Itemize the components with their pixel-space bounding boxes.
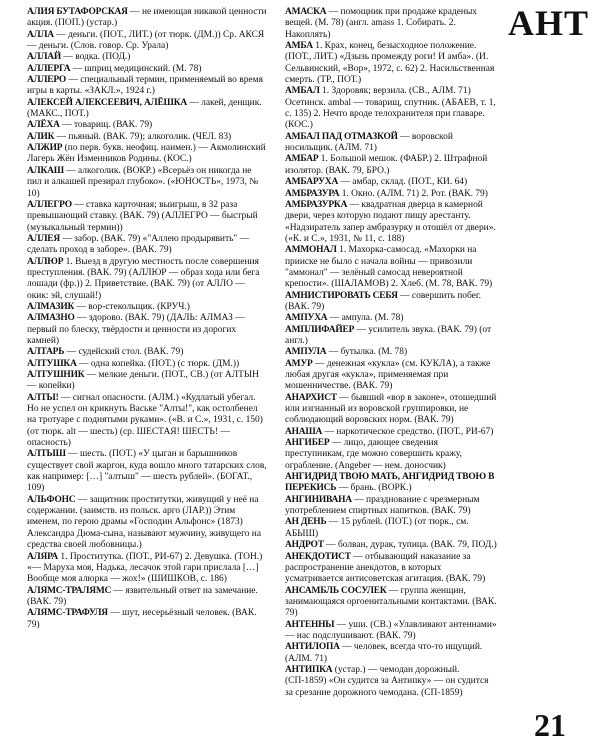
- dictionary-entry: [27, 257, 267, 302]
- entry-headword: АМНИСТИРОВАТЬ СЕБЯ: [285, 290, 398, 301]
- dictionary-entry: [27, 302, 267, 313]
- entry-headword: АЛЛАЙ: [27, 52, 62, 63]
- dictionary-entry: [27, 64, 267, 75]
- dictionary-entry: [285, 189, 497, 200]
- dictionary-entry: [285, 517, 497, 540]
- entry-headword: АМБАР: [285, 154, 319, 165]
- entry-headword: АЛМАЗИК: [27, 301, 75, 312]
- dictionary-entry: [27, 75, 267, 98]
- entry-definition: — водка. (ПОД.): [61, 52, 131, 63]
- entry-headword: АМПЛИФАЙЕР: [285, 324, 355, 335]
- entry-definition: — болван, дурак, тупица. (ВАК. 79, ПОД.): [323, 540, 497, 551]
- entry-definition: — уши. (СВ.) «Улавливают антеннами» — нас подслушивают. (ВАК. 79): [285, 619, 497, 641]
- left-column: [27, 7, 267, 631]
- dictionary-entry: [27, 586, 267, 609]
- dictionary-entry: [27, 98, 267, 121]
- entry-definition: — судейский стол. (ВАК. 79): [64, 347, 184, 358]
- running-head: АНТ: [508, 3, 590, 43]
- entry-definition: — совершить побег. (ВАК. 79): [285, 290, 482, 312]
- entry-headword: АЛИК: [27, 131, 55, 142]
- entry-definition: — воровской носильщик. (АЛМ. 71): [285, 131, 453, 154]
- entry-definition: 1. Большой мешок. (ФАБР.) 2. Штрафной изолятор. (ВАК. 79, БРО.): [285, 154, 488, 176]
- entry-definition: — ампула. (М. 78): [327, 313, 404, 324]
- entry-definition: (устар.) — чемодан дорожный. (СП-1859) «Он судится за Антипку» — он судится за срезание дорожного чемодана. (СП-1859): [285, 664, 489, 698]
- entry-headword: АЛМАЗНО: [27, 313, 75, 324]
- entry-headword: АЛЯМС-ТРАЛЯМС: [27, 585, 112, 596]
- entry-headword: АЛТУШКА: [27, 358, 77, 369]
- dictionary-entry: [27, 608, 267, 631]
- entry-headword: АН ДЕНЬ: [285, 517, 327, 528]
- dictionary-entry: [285, 495, 497, 518]
- entry-headword: АНГИНИВАНА: [285, 494, 352, 505]
- entry-definition: — забор. (ВАК. 79) «"Аллею продырявить" — сделать проход в заборе». (ВАК. 79): [27, 233, 250, 256]
- dictionary-entry: [285, 154, 497, 177]
- dictionary-entry: [285, 41, 497, 86]
- entry-definition: — человек, всегда что-то ищущий. (АЛМ. 71): [285, 642, 483, 664]
- dictionary-entry: [285, 472, 497, 495]
- entry-definition: — лицо, дающее сведения преступникам, где можно совершить кражу, ограбление. (Angeber — нем. доносчик): [285, 438, 462, 471]
- dictionary-entry: [27, 552, 267, 586]
- entry-definition: — лакей, денщик. (МАКС., ПОТ.): [27, 97, 262, 120]
- entry-headword: АНГИБЕР: [285, 438, 330, 449]
- dictionary-entry: [285, 7, 497, 41]
- dictionary-entry: [27, 52, 267, 63]
- entry-definition: — язвительный ответ на замечание. (ВАК. 79): [27, 585, 258, 607]
- entry-definition: — отбывающий наказание за распространение анекдотов, в которых усматривается антисоветская агитация. (ВАК. 79): [285, 551, 486, 585]
- entry-headword: АЛЛЕРГА: [27, 63, 71, 74]
- entry-definition: 1. Проститутка. (ПОТ., РИ-67) 2. Девушка. (ТОН.) «— Маруха моя, Надька, лесачок этой гари прислала […] Вообще моя алюрка — жох!» (ШИШКОВ, с. 186): [27, 551, 263, 585]
- dictionary-entry: [27, 313, 267, 347]
- entry-headword: АМБРАЗУРА: [285, 188, 340, 199]
- entry-headword: АНТЕННЫ: [285, 619, 335, 630]
- dictionary-entry: [27, 359, 267, 370]
- entry-headword: АНДРОТ: [285, 540, 324, 551]
- entry-definition: (по перв. букв. неофиц. наимен.) — Акмолинский Лагерь Жён Изменников Родины. (КОС.): [27, 143, 266, 165]
- entry-headword: АЛЁХА: [27, 120, 60, 131]
- entry-headword: АМУР: [285, 358, 313, 369]
- dictionary-entry: [285, 586, 497, 620]
- dictionary-entry: [285, 642, 497, 665]
- entry-headword: АЛТАРЬ: [27, 347, 65, 358]
- dictionary-entry: [285, 359, 497, 393]
- entry-headword: АЛТЫШ: [27, 449, 66, 460]
- entry-definition: — алкоголик. (ВОКР.) «Всерьёз он никогда не пил и алкашей презирал глубоко». («ЮНОСТЬ», 1973, № 10): [27, 165, 259, 199]
- dictionary-entry: [27, 234, 267, 257]
- entry-headword: АЛЖИР: [27, 143, 63, 154]
- entry-definition: — брань. (ВОРК.): [336, 483, 412, 494]
- dictionary-entry: [27, 393, 267, 450]
- entry-headword: АЛЬФОНС: [27, 494, 76, 505]
- entry-headword: АМПУХА: [285, 313, 328, 324]
- entry-headword: АМБАЛ ПАД ОТМАЗКОЙ: [285, 131, 398, 142]
- entry-definition: — 15 рублей. (ПОТ.) (от тюрк., см. АБЫШ): [285, 517, 469, 539]
- entry-definition: — одна копейка. (ПОТ.) (с тюрк. (ДМ.)): [76, 358, 240, 369]
- entry-definition: — защитник проститутки, живущий у неё на содержании. (заимств. из польск. арго (ЛАР.)) Этим именем, по герою драмы «Господин Альфонс» (1873) Александра Дюма-сына, называют мужчину, живущего на средства своей любовницы.): [27, 494, 262, 551]
- entry-definition: — наркотическое средство. (ПОТ., РИ-67): [322, 426, 494, 437]
- dictionary-entry: [285, 347, 497, 358]
- entry-definition: 1. Крах, конец, безысходное положение. (ПОТ., ЛИТ.) «Дзызь промежду роги! И амба». (И. Сельвинский, «Вор», 1972, с. 62) 2. Насильственная смерть. (ТР., ПОТ.): [285, 41, 495, 86]
- entry-definition: — денежная «кукла» (см. КУКЛА), а также любая другая «кукла», применяемая при мошенничестве. (ВАК. 79): [285, 358, 491, 392]
- entry-headword: АЛТУШНИК: [27, 370, 85, 380]
- entry-definition: — шприц медицинский. (М. 78): [70, 63, 202, 74]
- dictionary-entry: [285, 86, 497, 131]
- dictionary-entry: [285, 132, 497, 155]
- dictionary-entry: [27, 449, 267, 494]
- entry-definition: 1. Махорка-самосад. «Махорки на прииске не было с начала войны — привозили "аммонал" — зелёный самосад невероятной крепости». (ШАЛАМОВ) 2. Хлеб. (М. 78, ВАК. 79): [285, 245, 493, 290]
- entry-definition: — деньги. (ПОТ., ЛИТ.) (от тюрк. (ДМ.)) Ср. АКСЯ — деньги. (Слов. говор. Ср. Урала): [27, 29, 265, 52]
- dictionary-entry: [285, 393, 497, 427]
- entry-definition: — помощник при продаже краденых вещей. (М. 78) (англ. amass 1. Собирать. 2. Накоплять): [285, 7, 478, 40]
- dictionary-entry: [27, 166, 267, 200]
- page-number: 21: [534, 707, 566, 743]
- entry-definition: 1. Выезд в другую местность после совершения преступления. (ВАК. 79) (АЛЛЮР — образ хода или бега лошади (фр.)) 2. Приветствие. (ВАК. 79) (от АЛЛО — окик: эй, слушай!): [27, 256, 260, 301]
- entry-headword: АЛИЯ БУТАФОРСКАЯ: [27, 7, 128, 17]
- entry-headword: АНЕКДОТИСТ: [285, 551, 351, 562]
- entry-definition: — празднование с чрезмерным употреблением спиртных напитков. (ВАК. 79): [285, 494, 480, 517]
- dictionary-entry: [27, 200, 267, 234]
- entry-headword: АМБАЛ: [285, 86, 320, 97]
- dictionary-entry: [285, 427, 497, 438]
- dictionary-entry: [285, 620, 497, 643]
- dictionary-entry: [27, 132, 267, 143]
- right-column: [285, 7, 497, 699]
- entry-headword: АЛТЫ!: [27, 392, 59, 403]
- entry-definition: — не имеющая никакой ценности акция. (ПОП.) (устар.): [27, 7, 267, 29]
- entry-headword: АЛЛЕГРО: [27, 199, 72, 210]
- dictionary-entry: [285, 552, 497, 586]
- entry-headword: АЛЯРА: [27, 551, 59, 562]
- entry-definition: — здорово. (ВАК. 79) (ДАЛЬ: АЛМАЗ — первый по блеску, твёрдости и ценности из дорогих камней): [27, 313, 245, 346]
- dictionary-entry: [27, 370, 267, 393]
- entry-headword: АЛЛЮР: [27, 256, 64, 267]
- dictionary-entry: [27, 30, 267, 53]
- dictionary-entry: [285, 291, 497, 314]
- entry-headword: АМБА: [285, 41, 313, 52]
- entry-definition: — квадратная дверца в камерной двери, через которую подают пищу арестанту. «Надзиратель запер амбразурку и отошёл от двери». («К. и С.», 1931, № 11, с. 188): [285, 199, 496, 244]
- dictionary-entry: [285, 200, 497, 245]
- entry-headword: АНТИЛОПА: [285, 642, 340, 653]
- dictionary-entry: [285, 540, 497, 551]
- entry-definition: — вор-стекольщик. (КРУЧ.): [74, 301, 190, 312]
- entry-headword: АНСАМБЛЬ СОСУЛЕК: [285, 585, 387, 596]
- entry-headword: АНАША: [285, 426, 323, 437]
- entry-headword: АЛЕКСЕЙ АЛЕКСЕЕВИЧ, АЛЁШКА: [27, 97, 187, 108]
- entry-headword: АМБРАЗУРКА: [285, 199, 348, 210]
- dictionary-entry: [285, 325, 497, 348]
- dictionary-entry: [285, 665, 497, 699]
- entry-definition: — шесть. (ПОТ.) «У цыган и барышников существует свой жаргон, куда вошло много татарских слов, как например: […] "алтыш" — шесть рублей». (БОГАТ., 109): [27, 449, 267, 494]
- dictionary-entry: [285, 245, 497, 290]
- entry-headword: АЛЛЕРО: [27, 75, 67, 86]
- entry-headword: АНАРХИСТ: [285, 392, 337, 403]
- entry-definition: — амбар, склад. (ПОТ., КИ. 64): [338, 177, 468, 188]
- entry-definition: — бутылка. (М. 78): [326, 347, 408, 358]
- entry-headword: АЛЛЕЯ: [27, 233, 60, 244]
- entry-headword: АЛЯМС-ТРАФУЛЯ: [27, 608, 108, 619]
- entry-definition: — бывший «вор в законе», отошедший или изгнанный из воровской группировки, не соблюдающий воровских норм. (ВАК. 79): [285, 392, 497, 426]
- entry-definition: — специальный термин, применяемый во время игры в карты. «ЗАКЛ.», 1924 г.): [27, 75, 263, 97]
- entry-definition: — мелкие деньги. (ПОТ., СВ.) (от АЛТЫН — копейки): [27, 370, 259, 392]
- dictionary-entry: [27, 7, 267, 30]
- entry-definition: — усилитель звука. (ВАК. 79) (от англ.): [285, 324, 492, 346]
- entry-definition: 1. Окно. (АЛМ. 71) 2. Рот. (ВАК. 79): [339, 188, 488, 199]
- dictionary-entry: [27, 143, 267, 166]
- entry-definition: — шут, несерьёзный человек. (ВАК. 79): [27, 608, 257, 630]
- entry-headword: АЛЛА: [27, 29, 54, 40]
- entry-definition: — сигнал опасности. (АЛМ.) «Кудлатый убегал. Но не успел он крикнуть Ваське "Алты!", как остолбенел на тротуаре с поднятыми руками». («В. и С.», 1931, с. 150) (от тюрк. alt — шесть) (ср. ШЕСТАЯ! ШЕСТЬ! — опасность): [27, 392, 263, 449]
- entry-definition: — товарищ. (ВАК. 79): [59, 120, 153, 131]
- dictionary-entry: [285, 313, 497, 324]
- dictionary-entry: [27, 347, 267, 358]
- dictionary-entry: [285, 438, 497, 472]
- entry-definition: — пьяный. (ВАК. 79); алкоголик. (ЧЕЛ. 83): [54, 131, 232, 142]
- dictionary-entry: [285, 177, 497, 188]
- entry-headword: АММОНАЛ: [285, 245, 337, 256]
- dictionary-entry: [27, 120, 267, 131]
- entry-headword: АЛКАШ: [27, 165, 64, 176]
- dictionary-entry: [27, 495, 267, 552]
- entry-headword: АМАСКА: [285, 7, 327, 17]
- entry-definition: — группа женщин, занимающаяся оргоенитальными контактами. (ВАК. 79): [285, 585, 497, 619]
- entry-headword: АМБАРУХА: [285, 177, 339, 188]
- entry-headword: АНТИПКА: [285, 664, 333, 675]
- entry-headword: АМПУЛА: [285, 347, 327, 358]
- entry-headword: АНГИДРИД ТВОЮ МАТЬ, АНГИДРИД ТВОЮ В ПЕРЕКИСЬ: [285, 472, 495, 494]
- entry-definition: 1. Здоровяк; верзила. (СВ., АЛМ. 71) Осетинск. ambal — товарищ, спутник. (АБАЕВ, т. 1, с. 135) 2. Нечто вроде телохранителя при главаре. (КОС.): [285, 86, 496, 131]
- entry-definition: — ставка карточная; выигрыш, в 32 раза превышающий ставку. (ВАК. 79) (АЛЛЕГРО — быстрый (музыкальный термин)): [27, 199, 258, 233]
